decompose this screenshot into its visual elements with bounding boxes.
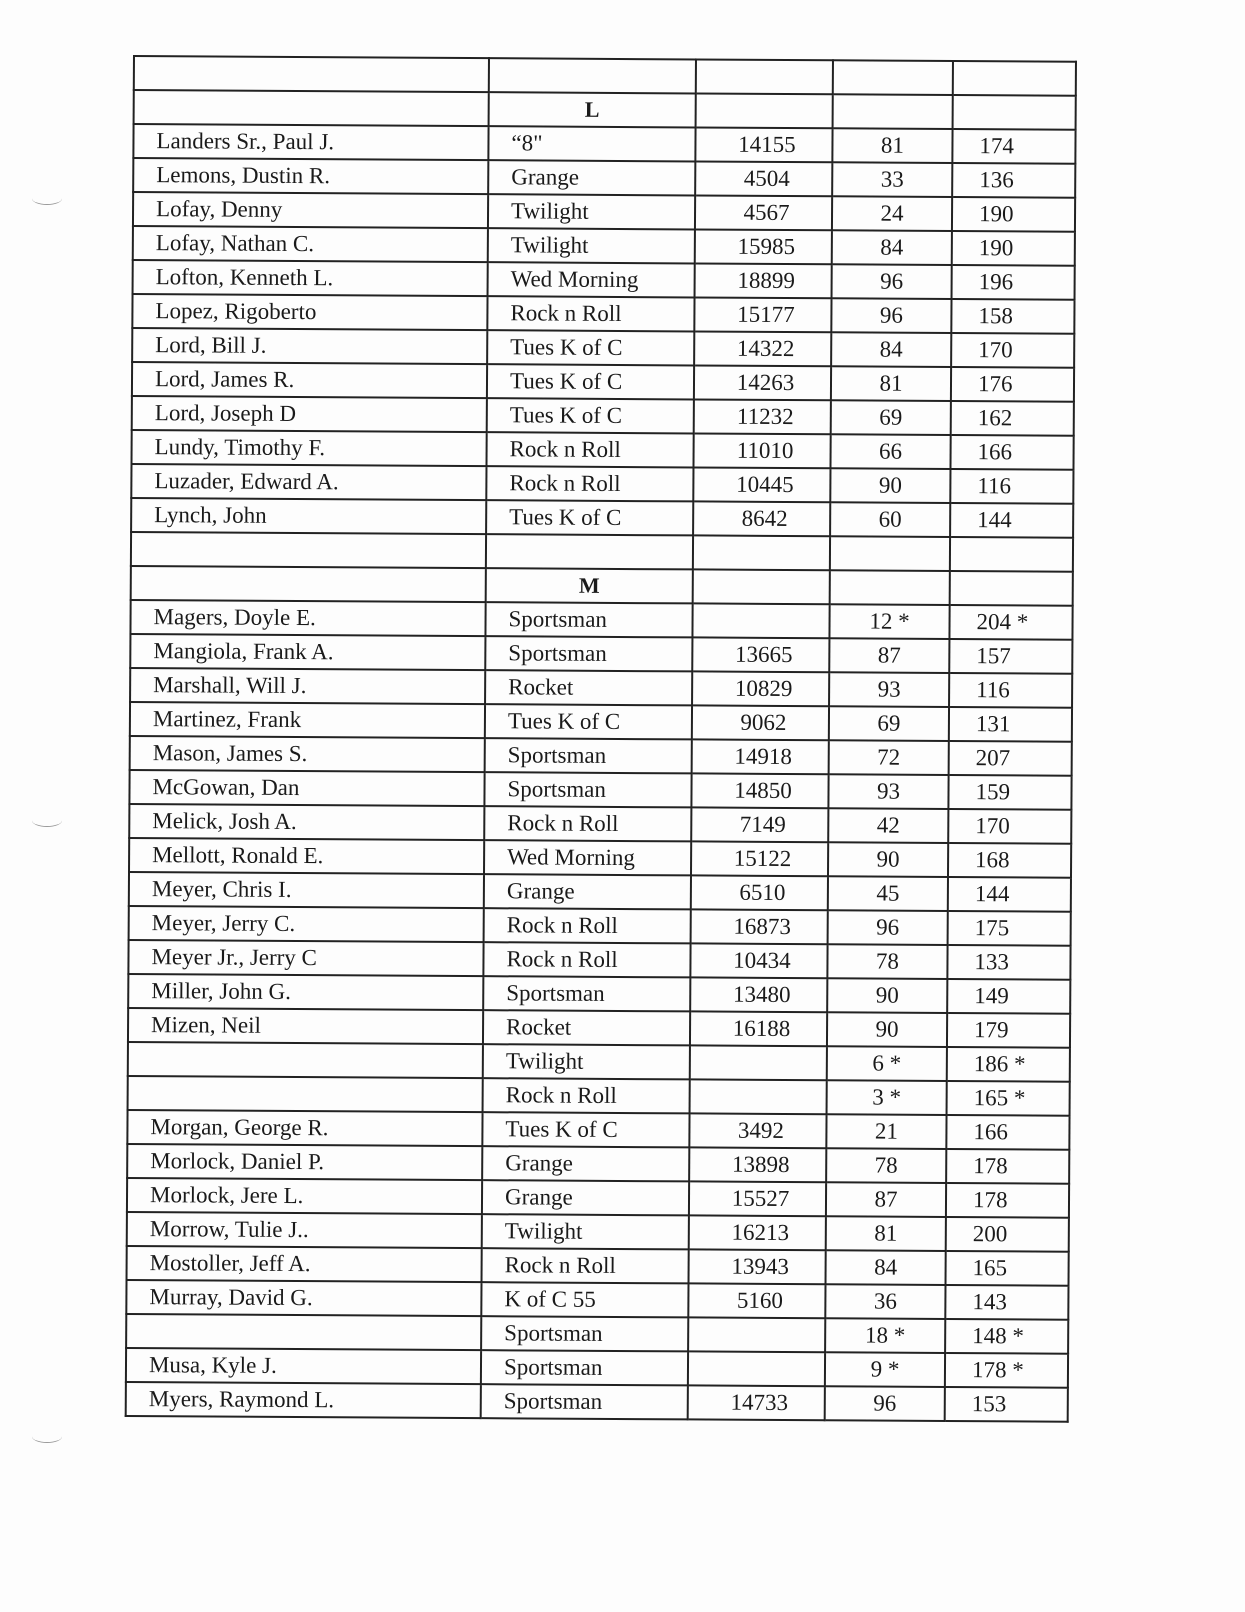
section-header-row — [131, 566, 1073, 606]
table-row — [130, 600, 1072, 640]
bowler-name-cell: Martinez, Frank — [130, 702, 485, 738]
bowler-name-cell: Morrow, Tulie J.. — [127, 1212, 482, 1248]
games-cell: 78 — [827, 944, 947, 979]
table-row — [133, 158, 1075, 198]
bowler-name-cell: Lofton, Kenneth L. — [133, 260, 488, 296]
league-cell: Rock n Roll — [484, 806, 691, 841]
games-cell: 9 * — [825, 1352, 945, 1387]
league-cell: Grange — [482, 1146, 689, 1181]
table-row — [131, 464, 1073, 504]
bowler-name-cell — [126, 1314, 481, 1350]
games-cell: 12 * — [829, 604, 949, 639]
games-cell: 84 — [826, 1250, 946, 1285]
league-cell: Rock n Roll — [487, 296, 694, 331]
member-id-cell: 14155 — [695, 127, 832, 162]
games-cell: 33 — [832, 162, 952, 197]
member-id-cell — [688, 1317, 825, 1352]
member-id-cell: 14918 — [692, 739, 829, 774]
bowler-name-cell: McGowan, Dan — [129, 770, 484, 806]
punch-hole-mark — [32, 192, 62, 205]
games-cell: 81 — [831, 366, 951, 401]
member-id-cell: 14263 — [694, 365, 831, 400]
games-cell: 69 — [831, 400, 951, 435]
league-cell: Sportsman — [481, 1350, 688, 1385]
average-cell: 133 — [947, 945, 1070, 980]
average-cell: 190 — [952, 197, 1075, 232]
league-cell: Grange — [488, 160, 695, 195]
bowler-name-cell — [128, 1042, 483, 1078]
average-cell: 162 — [951, 401, 1074, 436]
bowler-roster-table — [125, 55, 1077, 1423]
member-id-cell: 14322 — [694, 331, 831, 366]
empty-cell — [134, 90, 489, 126]
average-cell: 186 * — [947, 1047, 1070, 1082]
empty-cell — [131, 566, 486, 602]
member-id-cell: 14850 — [691, 773, 828, 808]
games-cell: 87 — [826, 1182, 946, 1217]
games-cell: 90 — [830, 468, 950, 503]
member-id-cell: 11010 — [693, 433, 830, 468]
average-cell: 157 — [949, 639, 1072, 674]
empty-cell — [131, 532, 486, 568]
league-cell: Rock n Roll — [483, 1078, 690, 1113]
table-row — [130, 634, 1072, 674]
bowler-name-cell: Mason, James S. — [130, 736, 485, 772]
average-cell: 170 — [948, 809, 1071, 844]
games-cell: 72 — [829, 740, 949, 775]
league-cell: Tues K of C — [486, 500, 693, 535]
league-cell: Wed Morning — [484, 840, 691, 875]
average-cell: 143 — [945, 1285, 1068, 1320]
member-id-cell: 14733 — [688, 1385, 825, 1420]
table-row — [130, 668, 1072, 708]
bowler-name-cell: Lemons, Dustin R. — [133, 158, 488, 194]
bowler-name-cell: Morgan, George R. — [127, 1110, 482, 1146]
table-row — [127, 1178, 1069, 1218]
bowler-name-cell: Morlock, Jere L. — [127, 1178, 482, 1214]
empty-cell — [830, 536, 950, 571]
average-cell: 159 — [948, 775, 1071, 810]
average-cell: 166 — [950, 435, 1073, 470]
table-row — [126, 1348, 1068, 1388]
empty-cell — [953, 95, 1076, 130]
member-id-cell: 16213 — [689, 1215, 826, 1250]
table-row — [132, 328, 1074, 368]
games-cell: 90 — [827, 1012, 947, 1047]
games-cell: 96 — [832, 264, 952, 299]
member-id-cell: 10829 — [692, 671, 829, 706]
spacer-row — [134, 56, 1076, 96]
table-row — [132, 396, 1074, 436]
member-id-cell: 13480 — [690, 977, 827, 1012]
games-cell: 42 — [828, 808, 948, 843]
games-cell: 93 — [829, 672, 949, 707]
empty-cell — [134, 56, 489, 92]
table-row — [132, 430, 1074, 470]
league-cell: Tues K of C — [487, 330, 694, 365]
average-cell: 207 — [949, 741, 1072, 776]
member-id-cell: 10445 — [693, 467, 830, 502]
league-cell: Sportsman — [485, 738, 692, 773]
average-cell: 179 — [947, 1013, 1070, 1048]
empty-cell — [696, 93, 833, 128]
member-id-cell: 15177 — [694, 297, 831, 332]
average-cell: 196 — [952, 265, 1075, 300]
games-cell: 87 — [829, 638, 949, 673]
table-row — [126, 1314, 1068, 1354]
member-id-cell: 16873 — [691, 909, 828, 944]
member-id-cell: 15527 — [689, 1181, 826, 1216]
average-cell: 158 — [951, 299, 1074, 334]
average-cell: 166 — [946, 1115, 1069, 1150]
average-cell: 116 — [950, 469, 1073, 504]
average-cell: 178 — [946, 1183, 1069, 1218]
games-cell: 45 — [828, 876, 948, 911]
games-cell: 96 — [828, 910, 948, 945]
bowler-name-cell: Luzader, Edward A. — [131, 464, 486, 500]
bowler-name-cell: Meyer Jr., Jerry C — [128, 940, 483, 976]
league-cell: Grange — [484, 874, 691, 909]
bowler-name-cell: Morlock, Daniel P. — [127, 1144, 482, 1180]
table-row — [127, 1110, 1069, 1150]
games-cell: 66 — [830, 434, 950, 469]
table-row — [128, 940, 1070, 980]
bowler-name-cell: Myers, Raymond L. — [126, 1382, 481, 1418]
games-cell: 81 — [826, 1216, 946, 1251]
empty-cell — [833, 94, 953, 129]
games-cell: 6 * — [827, 1046, 947, 1081]
empty-cell — [693, 535, 830, 570]
empty-cell — [696, 59, 833, 94]
league-cell: Sportsman — [484, 772, 691, 807]
games-cell: 24 — [832, 196, 952, 231]
average-cell: 165 * — [947, 1081, 1070, 1116]
league-cell: Rock n Roll — [484, 908, 691, 943]
empty-cell — [830, 570, 950, 605]
league-cell: Sportsman — [481, 1384, 688, 1419]
member-id-cell — [692, 603, 829, 638]
empty-cell — [693, 569, 830, 604]
bowler-name-cell: Musa, Kyle J. — [126, 1348, 481, 1384]
member-id-cell: 13898 — [689, 1147, 826, 1182]
bowler-name-cell: Miller, John G. — [128, 974, 483, 1010]
average-cell: 176 — [951, 367, 1074, 402]
table-row — [126, 1382, 1068, 1422]
member-id-cell: 9062 — [692, 705, 829, 740]
league-cell: Twilight — [488, 228, 695, 263]
table-row — [128, 1008, 1070, 1048]
league-cell: Tues K of C — [482, 1112, 689, 1147]
average-cell: 175 — [948, 911, 1071, 946]
bowler-name-cell: Mostoller, Jeff A. — [127, 1246, 482, 1282]
league-cell: K of C 55 — [481, 1282, 688, 1317]
table-row — [129, 838, 1071, 878]
section-letter: M — [486, 568, 693, 603]
spacer-row — [131, 532, 1073, 572]
average-cell: 190 — [952, 231, 1075, 266]
average-cell: 168 — [948, 843, 1071, 878]
games-cell: 60 — [830, 502, 950, 537]
average-cell: 178 — [946, 1149, 1069, 1184]
roster-body — [126, 56, 1076, 1422]
league-cell: Wed Morning — [488, 262, 695, 297]
table-row — [128, 1076, 1070, 1116]
league-cell: Twilight — [488, 194, 695, 229]
average-cell: 178 * — [945, 1353, 1068, 1388]
league-cell: Rock n Roll — [486, 432, 693, 467]
empty-cell — [833, 60, 953, 95]
empty-cell — [489, 58, 696, 93]
league-cell: Tues K of C — [487, 364, 694, 399]
games-cell: 84 — [832, 230, 952, 265]
empty-cell — [486, 534, 693, 569]
league-cell: Sportsman — [485, 602, 692, 637]
games-cell: 3 * — [827, 1080, 947, 1115]
member-id-cell — [688, 1351, 825, 1386]
average-cell: 144 — [950, 503, 1073, 538]
games-cell: 69 — [829, 706, 949, 741]
table-row — [132, 362, 1074, 402]
empty-cell — [953, 61, 1076, 96]
league-cell: Tues K of C — [485, 704, 692, 739]
table-row — [133, 192, 1075, 232]
bowler-name-cell: Marshall, Will J. — [130, 668, 485, 704]
bowler-name-cell: Lundy, Timothy F. — [132, 430, 487, 466]
league-cell: Rocket — [485, 670, 692, 705]
table-row — [129, 872, 1071, 912]
bowler-name-cell: Lynch, John — [131, 498, 486, 534]
section-header-row — [134, 90, 1076, 130]
games-cell: 81 — [832, 128, 952, 163]
member-id-cell: 15985 — [695, 229, 832, 264]
games-cell: 21 — [826, 1114, 946, 1149]
bowler-name-cell: Lord, James R. — [132, 362, 487, 398]
table-row — [130, 702, 1072, 742]
games-cell: 78 — [826, 1148, 946, 1183]
bowler-name-cell: Mellott, Ronald E. — [129, 838, 484, 874]
average-cell: 174 — [952, 129, 1075, 164]
bowler-name-cell: Landers Sr., Paul J. — [133, 124, 488, 160]
table-row — [129, 804, 1071, 844]
table-row — [128, 1042, 1070, 1082]
league-cell: Tues K of C — [487, 398, 694, 433]
average-cell: 148 * — [945, 1319, 1068, 1354]
member-id-cell: 13943 — [689, 1249, 826, 1284]
table-row — [127, 1246, 1069, 1286]
member-id-cell: 5160 — [688, 1283, 825, 1318]
member-id-cell: 6510 — [691, 875, 828, 910]
member-id-cell: 3492 — [689, 1113, 826, 1148]
member-id-cell: 13665 — [692, 637, 829, 672]
table-row — [133, 124, 1075, 164]
average-cell: 116 — [949, 673, 1072, 708]
bowler-name-cell: Lofay, Denny — [133, 192, 488, 228]
member-id-cell: 16188 — [690, 1011, 827, 1046]
average-cell: 165 — [946, 1251, 1069, 1286]
league-cell: Twilight — [482, 1214, 689, 1249]
league-cell: Rock n Roll — [482, 1248, 689, 1283]
member-id-cell: 10434 — [690, 943, 827, 978]
table-row — [129, 770, 1071, 810]
bowler-name-cell: Mangiola, Frank A. — [130, 634, 485, 670]
bowler-name-cell: Lord, Joseph D — [132, 396, 487, 432]
bowler-name-cell: Mizen, Neil — [128, 1008, 483, 1044]
bowler-name-cell: Murray, David G. — [126, 1280, 481, 1316]
table-row — [133, 260, 1075, 300]
table-row — [126, 1280, 1068, 1320]
games-cell: 96 — [831, 298, 951, 333]
member-id-cell — [690, 1045, 827, 1080]
average-cell: 149 — [947, 979, 1070, 1014]
league-cell: Rocket — [483, 1010, 690, 1045]
average-cell: 136 — [952, 163, 1075, 198]
league-cell: “8" — [488, 126, 695, 161]
league-cell: Twilight — [483, 1044, 690, 1079]
section-letter: L — [489, 92, 696, 127]
league-cell: Rock n Roll — [486, 466, 693, 501]
table-row — [133, 226, 1075, 266]
average-cell: 153 — [945, 1387, 1068, 1422]
league-cell: Sportsman — [485, 636, 692, 671]
games-cell: 90 — [827, 978, 947, 1013]
member-id-cell: 11232 — [694, 399, 831, 434]
bowler-name-cell — [128, 1076, 483, 1112]
average-cell: 200 — [946, 1217, 1069, 1252]
member-id-cell: 4504 — [695, 161, 832, 196]
games-cell: 36 — [825, 1284, 945, 1319]
member-id-cell: 18899 — [695, 263, 832, 298]
member-id-cell: 15122 — [691, 841, 828, 876]
member-id-cell: 7149 — [691, 807, 828, 842]
league-cell: Rock n Roll — [483, 942, 690, 977]
bowler-name-cell: Melick, Josh A. — [129, 804, 484, 840]
member-id-cell: 8642 — [693, 501, 830, 536]
average-cell: 144 — [948, 877, 1071, 912]
table-row — [128, 974, 1070, 1014]
table-row — [130, 736, 1072, 776]
table-row — [127, 1144, 1069, 1184]
league-cell: Grange — [482, 1180, 689, 1215]
average-cell: 204 * — [949, 605, 1072, 640]
table-row — [129, 906, 1071, 946]
table-row — [127, 1212, 1069, 1252]
league-cell: Sportsman — [481, 1316, 688, 1351]
games-cell: 93 — [828, 774, 948, 809]
games-cell: 18 * — [825, 1318, 945, 1353]
games-cell: 84 — [831, 332, 951, 367]
league-cell: Sportsman — [483, 976, 690, 1011]
empty-cell — [950, 571, 1073, 606]
games-cell: 96 — [825, 1386, 945, 1421]
table-row — [131, 498, 1073, 538]
bowler-name-cell: Lopez, Rigoberto — [132, 294, 487, 330]
average-cell: 131 — [949, 707, 1072, 742]
empty-cell — [950, 537, 1073, 572]
bowler-name-cell: Lofay, Nathan C. — [133, 226, 488, 262]
member-id-cell: 4567 — [695, 195, 832, 230]
bowler-name-cell: Lord, Bill J. — [132, 328, 487, 364]
average-cell: 170 — [951, 333, 1074, 368]
member-id-cell — [690, 1079, 827, 1114]
bowler-name-cell: Magers, Doyle E. — [130, 600, 485, 636]
bowler-name-cell: Meyer, Jerry C. — [129, 906, 484, 942]
games-cell: 90 — [828, 842, 948, 877]
punch-hole-mark — [32, 1430, 62, 1443]
bowler-name-cell: Meyer, Chris I. — [129, 872, 484, 908]
table-row — [132, 294, 1074, 334]
punch-hole-mark — [32, 814, 62, 827]
